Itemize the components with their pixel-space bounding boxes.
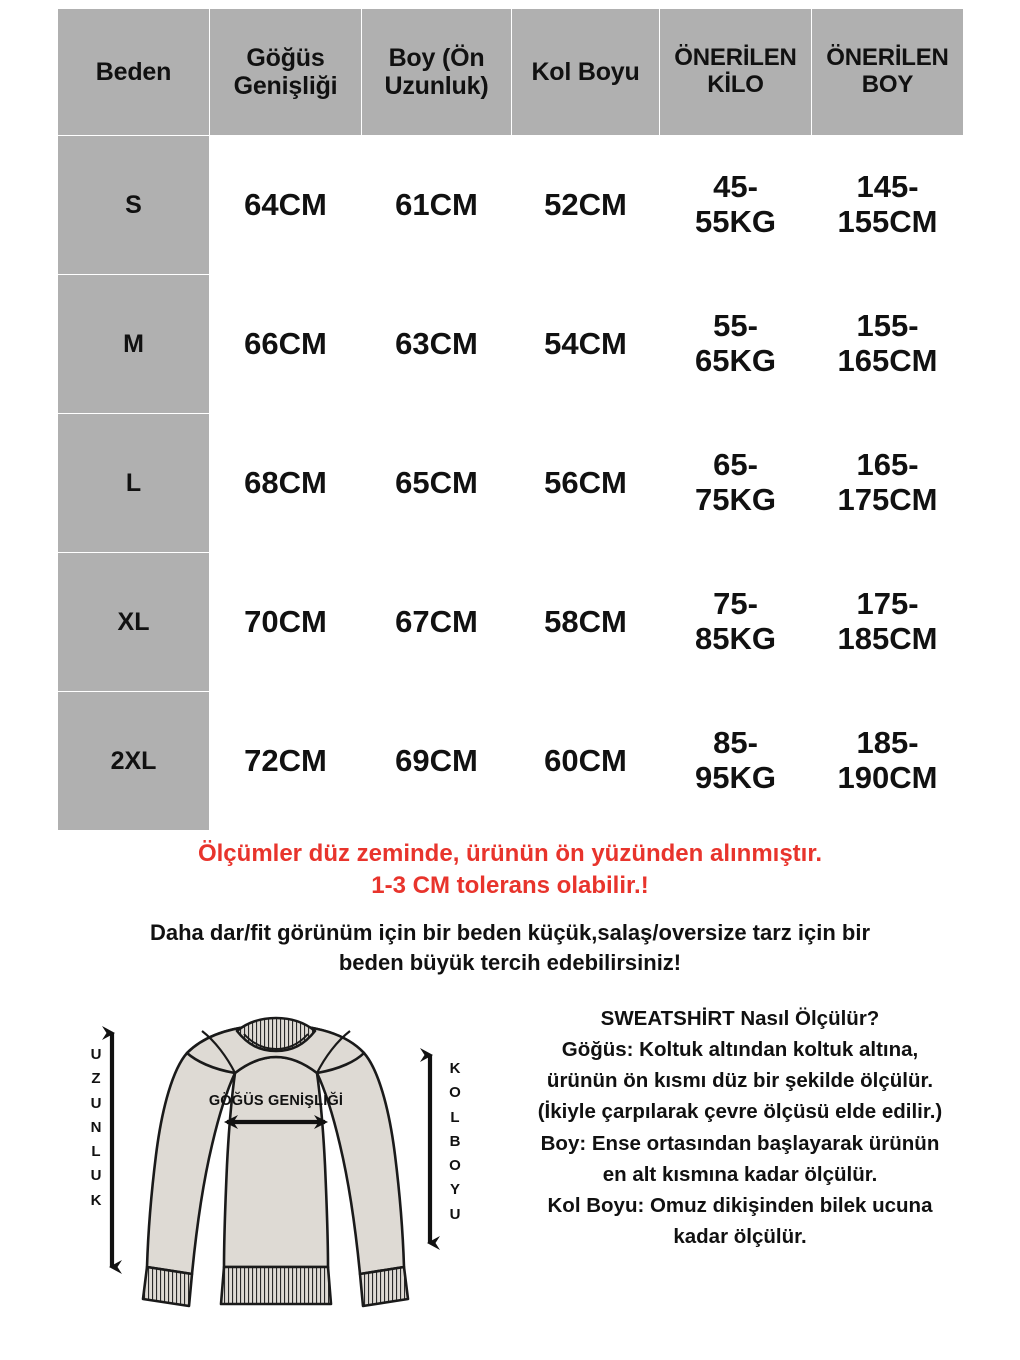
uzunluk-label: U Z U N L U K — [90, 1046, 102, 1209]
cell-weight — [660, 414, 812, 553]
cell-sleeve: 60CM — [512, 692, 660, 831]
kol-boyu-label: K O L B O Y U — [449, 1060, 461, 1223]
table-header-row — [58, 9, 964, 136]
cell-size: XL — [58, 553, 210, 692]
header-line-2: BOY — [861, 71, 914, 98]
header-line-2: Uzunluk) — [384, 72, 489, 100]
cell-line-2: 75KG — [695, 482, 776, 517]
table-row — [58, 275, 964, 414]
howto-line-5: en alt kısmına kadar ölçülür. — [602, 1162, 878, 1186]
cell-line-2: 55KG — [695, 204, 776, 239]
fit-advice-line-2: beden büyük tercih edebilirsiniz! — [338, 949, 682, 975]
cell-line-1: 65- — [713, 447, 758, 483]
size-chart-table — [57, 8, 964, 831]
right-cuff-rib — [360, 1267, 408, 1306]
cell-weight — [660, 553, 812, 692]
cell-sleeve: 52CM — [512, 136, 660, 275]
cell-line-1: 145- — [856, 169, 919, 205]
howto-title: SWEATSHİRT Nasıl Ölçülür? — [600, 1007, 880, 1030]
tolerance-note-line-2: 1-3 CM tolerans olabilir.! — [371, 871, 649, 899]
cell-size: L — [58, 414, 210, 553]
cell-chest: 68CM — [210, 414, 362, 553]
cell-length: 67CM — [362, 553, 512, 692]
cell-length: 63CM — [362, 275, 512, 414]
cell-line-2: 155CM — [837, 204, 938, 239]
cell-size: 2XL — [58, 692, 210, 831]
cell-line-2: 175CM — [837, 482, 938, 517]
cell-height — [812, 414, 964, 553]
gogus-genisligi-label: GÖĞÜS GENİŞLİĞİ — [208, 1093, 344, 1109]
cell-length: 61CM — [362, 136, 512, 275]
cell-height — [812, 553, 964, 692]
cell-sleeve: 58CM — [512, 553, 660, 692]
column-header-kol-boyu — [512, 9, 660, 136]
table-row — [58, 692, 964, 831]
table-row — [58, 136, 964, 275]
table-row — [58, 553, 964, 692]
cell-line-2: 185CM — [837, 621, 938, 656]
header-line-1: Boy (Ön — [388, 44, 485, 72]
header-line-2: KİLO — [707, 71, 764, 98]
how-to-measure-text — [500, 1003, 980, 1252]
cell-line-1: 165- — [856, 447, 919, 483]
cell-length: 65CM — [362, 414, 512, 553]
hem-rib — [221, 1267, 331, 1304]
header-line-1: ÖNERİLEN — [826, 44, 949, 72]
column-header-onerilen-kilo — [660, 9, 812, 136]
left-cuff-rib — [143, 1267, 192, 1306]
cell-line-1: 175- — [856, 586, 919, 622]
cell-line-1: 75- — [713, 586, 758, 622]
cell-line-1: 45- — [713, 169, 758, 205]
cell-chest: 70CM — [210, 553, 362, 692]
sweatshirt-diagram — [72, 995, 492, 1320]
cell-height — [812, 136, 964, 275]
header-line-1: ÖNERİLEN — [674, 44, 797, 72]
cell-line-2: 165CM — [837, 343, 938, 378]
cell-size: S — [58, 136, 210, 275]
cell-line-2: 190CM — [837, 760, 938, 795]
cell-weight — [660, 136, 812, 275]
fit-advice-line-1: Daha dar/fit görünüm için bir beden küçük,salaş/oversize tarz için bir — [149, 920, 871, 945]
cell-chest: 66CM — [210, 275, 362, 414]
howto-line-7: kadar ölçülür. — [673, 1225, 807, 1249]
column-header-onerilen-boy — [812, 9, 964, 136]
cell-line-2: 85KG — [695, 621, 776, 656]
cell-line-2: 65KG — [695, 343, 776, 378]
cell-sleeve: 54CM — [512, 275, 660, 414]
sweatshirt-illustration — [143, 1018, 408, 1306]
cell-weight — [660, 692, 812, 831]
column-header-beden — [58, 9, 210, 136]
cell-line-1: 85- — [713, 725, 758, 761]
cell-size: M — [58, 275, 210, 414]
cell-weight — [660, 275, 812, 414]
table-row — [58, 414, 964, 553]
cell-length: 69CM — [362, 692, 512, 831]
howto-line-2: ürünün ön kısmı düz bir şekilde ölçülür. — [546, 1069, 934, 1093]
cell-line-1: 185- — [856, 725, 919, 761]
howto-line-3: (İkiyle çarpılarak çevre ölçüsü elde edilir.) — [537, 1100, 943, 1124]
column-header-boy-on-uzunluk — [362, 9, 512, 136]
howto-line-4: Boy: Ense ortasından başlayarak ürünün — [540, 1131, 940, 1155]
size-chart-table-container — [57, 8, 963, 831]
cell-line-1: 155- — [856, 308, 919, 344]
cell-chest: 64CM — [210, 136, 362, 275]
fit-advice-note — [100, 918, 920, 977]
measurement-guide-section — [0, 995, 1020, 1325]
cell-sleeve: 56CM — [512, 414, 660, 553]
header-line-1: Göğüs — [246, 44, 325, 72]
column-header-gogus-genisligi — [210, 9, 362, 136]
header-line-1: Beden — [95, 58, 172, 86]
cell-height — [812, 692, 964, 831]
cell-height — [812, 275, 964, 414]
header-line-1: Kol Boyu — [531, 58, 640, 86]
header-line-2: Genişliği — [233, 72, 338, 100]
cell-chest: 72CM — [210, 692, 362, 831]
howto-line-1: Göğüs: Koltuk altından koltuk altına, — [561, 1038, 919, 1062]
cell-line-1: 55- — [713, 308, 758, 344]
tolerance-warning-note — [0, 838, 1020, 901]
tolerance-note-line-1: Ölçümler düz zeminde, ürünün ön yüzünden alınmıştır. — [197, 840, 823, 867]
cell-line-2: 95KG — [695, 760, 776, 795]
howto-line-6: Kol Boyu: Omuz dikişinden bilek ucuna — [547, 1193, 933, 1217]
